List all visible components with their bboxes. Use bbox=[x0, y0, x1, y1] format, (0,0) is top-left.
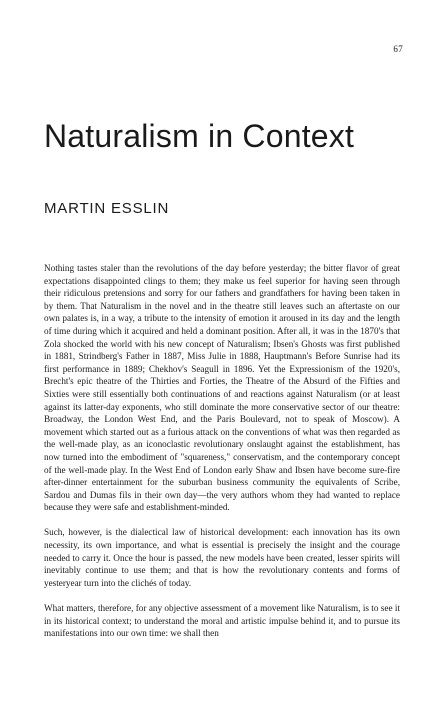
body-paragraph: Nothing tastes staler than the revolutions of the day before yesterday; the bitter flavor of great expectations disappointed clings to them; they make us feel superior for having seen through their ridiculous pretensions and sorry for our fathers and grandfathers for having been taken in by them. That Naturalism in the novel and in the theatre still leaves such an aftertaste on our own palates is, in a way, a tribute to the intensity of emotion it aroused in its day and the length of time during which it acquired and held a dominant position. After all, it was in the 1870's that Zola shocked the world with his new concept of Naturalism; Ibsen's Ghosts was first published in 1881, Strindberg's Father in 1887, Miss Julie in 1888, Hauptmann's Before Sunrise had its first performance in 1889; Chekhov's Seagull in 1896. Yet the Expressionism of the 1920's, Brecht's epic theatre of the Thirties and Forties, the Theatre of the Absurd of the Fifties and Sixties were still essentially both continuations of and reactions against Naturalism (or at least against its latter-day exponents, who still dominate the more conservative sector of our theatre: Broadway, the London West End, and the Paris Boulevard, not to speak of Moscow). A movement which started out as a furious attack on the conventions of what was then regarded as the well-made play, as an iconoclastic revolutionary onslaught against the establishment, has now turned into the embodiment of "squareness," conservatism, and the contemporary concept of the well-made play. In the West End of London early Shaw and Ibsen have become sure-fire after-dinner entertainment for the suburban business community the equivalents of Scribe, Sardou and Dumas fils in their own day—the very authors whom they had wanted to replace because they were safe and establishment-minded. bbox=[44, 263, 400, 513]
page-number: 67 bbox=[393, 44, 403, 54]
article-author: MARTIN ESSLIN bbox=[44, 200, 170, 217]
body-paragraph: Such, however, is the dialectical law of historical development: each innovation has its own necessity, its own importance, and what is essential is precisely the insight and the courage needed to carry it. Once the hour is passed, the new models have been created, lesser spirits will inevitably continue to use them; and that is how the revolutionary contents and forms of yesteryear turn into the clichés of today. bbox=[44, 527, 400, 588]
article-title: Naturalism in Context bbox=[44, 118, 355, 154]
body-paragraph: What matters, therefore, for any objective assessment of a movement like Naturalism, is to see it in its historical context; to understand the moral and artistic impulse behind it, and to pursue its manifestations into our own time: we shall then bbox=[44, 603, 400, 639]
article-body bbox=[44, 262, 400, 652]
